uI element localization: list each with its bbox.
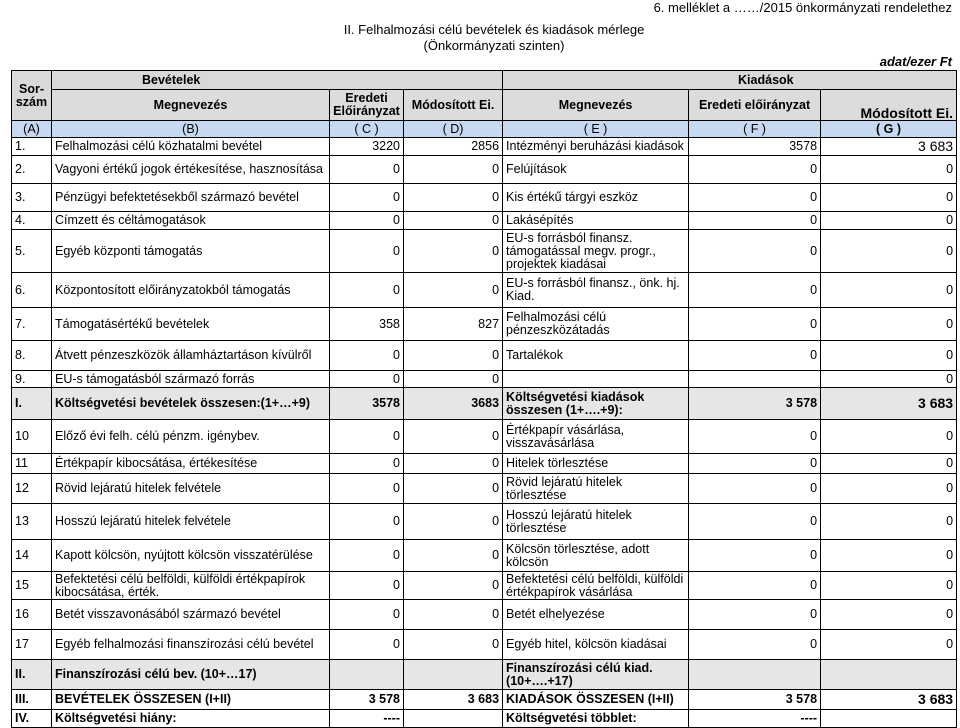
revenue-original: 0 [330, 230, 404, 273]
row-number: IV. [12, 710, 52, 728]
index-row [12, 121, 957, 138]
table-row [12, 138, 957, 156]
revenue-name: Értékpapír kibocsátása, értékesítése [52, 454, 330, 474]
expense-original: 0 [689, 341, 821, 371]
row-number: 5. [12, 230, 52, 273]
revenue-name: Finanszírozási célú bev. (10+…17) [52, 660, 330, 690]
index-cell: ( G ) [821, 121, 957, 138]
table-row [12, 572, 957, 600]
revenue-modified: 3683 [404, 388, 503, 420]
expense-modified: 0 [821, 420, 957, 454]
index-cell: (B) [52, 121, 330, 138]
revenue-modified: 0 [404, 420, 503, 454]
revenue-name: Egyéb felhalmozási finanszírozási célú bevétel [52, 630, 330, 660]
row-number: 17 [12, 630, 52, 660]
row-number: 8. [12, 341, 52, 371]
revenue-original: 0 [330, 341, 404, 371]
revenue-modified: 0 [404, 273, 503, 308]
row-number: 15 [12, 572, 52, 600]
header-kiadasok: Kiadások [503, 71, 957, 90]
revenue-name: BEVÉTELEK ÖSSZESEN (I+II) [52, 690, 330, 710]
total-row-iii [12, 690, 957, 710]
row-number: 14 [12, 540, 52, 572]
revenue-original: 0 [330, 454, 404, 474]
revenue-name: Előző évi felh. célú pénzm. igénybev. [52, 420, 330, 454]
expense-name: Költségvetési kiadások összesen (1+….+9): [503, 388, 689, 420]
expense-modified: 0 [821, 308, 957, 341]
table-row [12, 420, 957, 454]
revenue-name: Egyéb központi támogatás [52, 230, 330, 273]
expense-original: 0 [689, 273, 821, 308]
header-rev-modified: Módosított Ei. [404, 90, 503, 121]
expense-original: 0 [689, 600, 821, 630]
revenue-modified: 827 [404, 308, 503, 341]
header-rev-name: Megnevezés [52, 90, 330, 121]
row-number: 2. [12, 156, 52, 184]
revenue-original: 0 [330, 474, 404, 504]
revenue-modified: 0 [404, 540, 503, 572]
table-row [12, 454, 957, 474]
expense-name: Hitelek törlesztése [503, 454, 689, 474]
revenue-original: 0 [330, 504, 404, 540]
total-row-iv [12, 710, 957, 728]
revenue-original: 0 [330, 184, 404, 212]
expense-original: 0 [689, 454, 821, 474]
expense-original: 0 [689, 230, 821, 273]
revenue-name: Felhalmozási célú közhatalmi bevétel [52, 138, 330, 156]
table-row [12, 184, 957, 212]
table-row [12, 630, 957, 660]
expense-name: Kölcsön törlesztése, adott kölcsön [503, 540, 689, 572]
revenue-name: Kapott kölcsön, nyújtott kölcsön visszatérülése [52, 540, 330, 572]
expense-modified: 0 [821, 273, 957, 308]
expense-name: Befektetési célú belföldi, külföldi értékpapírok vásárlása [503, 572, 689, 600]
expense-name: Értékpapír vásárlása, visszavásárlása [503, 420, 689, 454]
revenue-original: 3578 [330, 388, 404, 420]
revenue-name: Átvett pénzeszközök államháztartáson kívülről [52, 341, 330, 371]
revenue-name: Központosított előirányzatokból támogatás [52, 273, 330, 308]
expense-name: Felhalmozási célú pénzeszközátadás [503, 308, 689, 341]
expense-name: Hosszú lejáratú hitelek törlesztése [503, 504, 689, 540]
revenue-name: Költségvetési bevételek összesen:(1+…+9) [52, 388, 330, 420]
revenue-modified [404, 710, 503, 728]
expense-modified: 0 [821, 504, 957, 540]
table-row [12, 273, 957, 308]
expense-original [689, 371, 821, 388]
expense-original: 0 [689, 504, 821, 540]
table-row [12, 341, 957, 371]
expense-name: Felújítások [503, 156, 689, 184]
expense-modified [821, 660, 957, 690]
revenue-original: 0 [330, 572, 404, 600]
revenue-name: Befektetési célú belföldi, külföldi értékpapírok kibocsátása, érték. [52, 572, 330, 600]
expense-original: 0 [689, 572, 821, 600]
revenue-name: EU-s támogatásból származó forrás [52, 371, 330, 388]
revenue-modified: 0 [404, 474, 503, 504]
expense-name: Finanszírozási célú kiad. (10+….+17) [503, 660, 689, 690]
header-row-2 [12, 90, 957, 121]
table-row [12, 371, 957, 388]
expense-original: 0 [689, 420, 821, 454]
expense-name: Kis értékű tárgyi eszköz [503, 184, 689, 212]
header-exp-name: Megnevezés [503, 90, 689, 121]
expense-modified: 3 683 [821, 138, 957, 156]
row-number: 6. [12, 273, 52, 308]
revenue-modified: 0 [404, 156, 503, 184]
index-cell: ( E ) [503, 121, 689, 138]
expense-modified [821, 710, 957, 728]
row-number: 4. [12, 212, 52, 230]
expense-name: Betét elhelyezése [503, 600, 689, 630]
expense-modified: 0 [821, 572, 957, 600]
expense-name: Költségvetési többlet: [503, 710, 689, 728]
revenue-name: Vagyoni értékű jogok értékesítése, hasznosítása [52, 156, 330, 184]
revenue-modified: 0 [404, 341, 503, 371]
total-row-i [12, 388, 957, 420]
revenue-original: 0 [330, 371, 404, 388]
row-number: 9. [12, 371, 52, 388]
table-row [12, 474, 957, 504]
expense-modified: 0 [821, 230, 957, 273]
row-number: II. [12, 660, 52, 690]
revenue-name: Támogatásértékű bevételek [52, 308, 330, 341]
expense-modified: 0 [821, 212, 957, 230]
expense-modified: 3 683 [821, 690, 957, 710]
revenue-modified: 0 [404, 572, 503, 600]
expense-original: 0 [689, 474, 821, 504]
title-line-1: II. Felhalmozási célú bevételek és kiadások mérlege [343, 22, 645, 37]
revenue-original [330, 660, 404, 690]
header-bevetelek: Bevételek [52, 71, 503, 90]
revenue-name: Pénzügyi befektetésekből származó bevétel [52, 184, 330, 212]
expense-name: Rövid lejáratú hitelek törlesztése [503, 474, 689, 504]
revenue-modified: 2856 [404, 138, 503, 156]
revenue-modified: 0 [404, 212, 503, 230]
table-row [12, 156, 957, 184]
expense-original: 0 [689, 212, 821, 230]
expense-original: 0 [689, 156, 821, 184]
row-number: 7. [12, 308, 52, 341]
table-row [12, 504, 957, 540]
expense-original: 0 [689, 308, 821, 341]
header-sorszam: Sor-szám [12, 71, 52, 121]
expense-name: Egyéb hitel, kölcsön kiadásai [503, 630, 689, 660]
revenue-original: ---- [330, 710, 404, 728]
row-number: I. [12, 388, 52, 420]
header-row-1 [12, 71, 957, 90]
expense-original: ---- [689, 710, 821, 728]
row-number: 12 [12, 474, 52, 504]
expense-original [689, 660, 821, 690]
revenue-modified: 0 [404, 504, 503, 540]
index-cell: (A) [12, 121, 52, 138]
expense-modified: 0 [821, 341, 957, 371]
revenue-modified: 0 [404, 454, 503, 474]
row-number: 3. [12, 184, 52, 212]
header-rev-original: Eredeti Előirányzat [330, 90, 404, 121]
revenue-original: 3 578 [330, 690, 404, 710]
expense-original: 3578 [689, 138, 821, 156]
expense-modified: 0 [821, 474, 957, 504]
row-number: 13 [12, 504, 52, 540]
header-exp-modified: Módosított Ei. [821, 90, 957, 121]
revenue-modified: 0 [404, 184, 503, 212]
expense-modified: 3 683 [821, 388, 957, 420]
title-line-2: (Önkormányzati szinten) [423, 38, 565, 53]
revenue-original: 0 [330, 420, 404, 454]
revenue-modified: 3 683 [404, 690, 503, 710]
revenue-original: 0 [330, 540, 404, 572]
row-number: 1. [12, 138, 52, 156]
revenue-name: Rövid lejáratú hitelek felvétele [52, 474, 330, 504]
revenue-modified [404, 660, 503, 690]
table-row [12, 308, 957, 341]
revenue-original: 0 [330, 212, 404, 230]
expense-name: Tartalékok [503, 341, 689, 371]
page-title [314, 22, 674, 54]
revenue-modified: 0 [404, 600, 503, 630]
expense-modified: 0 [821, 600, 957, 630]
expense-modified: 0 [821, 156, 957, 184]
revenue-original: 3220 [330, 138, 404, 156]
unit-label: adat/ezer Ft [879, 54, 952, 69]
table-row [12, 212, 957, 230]
revenue-original: 0 [330, 600, 404, 630]
table-row [12, 600, 957, 630]
revenue-original: 0 [330, 156, 404, 184]
expense-name: Lakásépítés [503, 212, 689, 230]
revenue-name: Költségvetési hiány: [52, 710, 330, 728]
expense-name: EU-s forrásból finansz. támogatással megv. progr., projektek kiadásai [503, 230, 689, 273]
revenue-name: Betét visszavonásából származó bevétel [52, 600, 330, 630]
row-number: 11 [12, 454, 52, 474]
revenue-modified: 0 [404, 371, 503, 388]
expense-original: 0 [689, 540, 821, 572]
expense-name: KIADÁSOK ÖSSZESEN (I+II) [503, 690, 689, 710]
table-row [12, 540, 957, 572]
annex-note: 6. melléklet a ……/2015 önkormányzati rendelethez [653, 0, 952, 15]
expense-name [503, 371, 689, 388]
table-row [12, 230, 957, 273]
expense-original: 3 578 [689, 388, 821, 420]
row-number: 10 [12, 420, 52, 454]
row-number: III. [12, 690, 52, 710]
expense-original: 0 [689, 630, 821, 660]
expense-original: 0 [689, 184, 821, 212]
revenue-original: 0 [330, 630, 404, 660]
total-row-ii [12, 660, 957, 690]
balance-table [11, 70, 957, 728]
row-number: 16 [12, 600, 52, 630]
index-cell: ( D) [404, 121, 503, 138]
header-exp-original: Eredeti előirányzat [689, 90, 821, 121]
revenue-original: 0 [330, 273, 404, 308]
expense-original: 3 578 [689, 690, 821, 710]
revenue-modified: 0 [404, 630, 503, 660]
expense-modified: 0 [821, 184, 957, 212]
expense-name: Intézményi beruházási kiadások [503, 138, 689, 156]
revenue-modified: 0 [404, 230, 503, 273]
index-cell: ( C ) [330, 121, 404, 138]
revenue-name: Hosszú lejáratú hitelek felvétele [52, 504, 330, 540]
revenue-name: Címzett és céltámogatások [52, 212, 330, 230]
expense-name: EU-s forrásból finansz., önk. hj. Kiad. [503, 273, 689, 308]
index-cell: ( F ) [689, 121, 821, 138]
expense-modified: 0 [821, 454, 957, 474]
expense-modified: 0 [821, 540, 957, 572]
expense-modified: 0 [821, 630, 957, 660]
expense-modified: 0 [821, 371, 957, 388]
revenue-original: 358 [330, 308, 404, 341]
